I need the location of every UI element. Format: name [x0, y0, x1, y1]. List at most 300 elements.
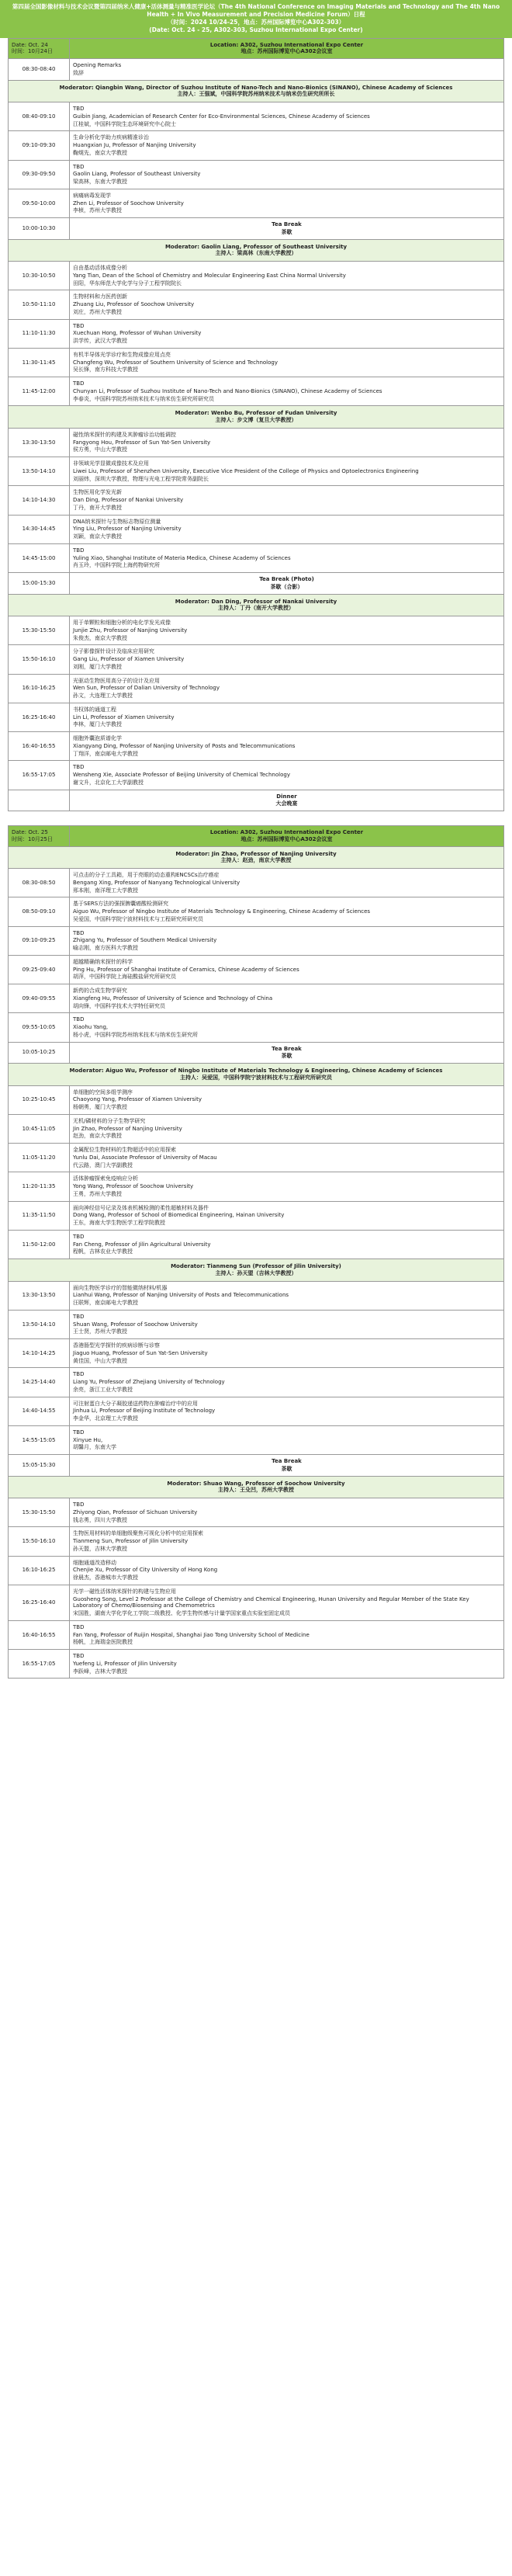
- session-time: 10:25-10:45: [9, 1085, 70, 1114]
- session-row: [9, 131, 504, 160]
- detail-line: 杨小虎，中国科学院苏州纳米技术与纳米仿生研究所: [73, 1031, 198, 1038]
- session-time: 16:10-16:25: [9, 1556, 70, 1585]
- detail-line: 细胞外囊泡质谱化学: [73, 735, 122, 741]
- session-time: 14:10-14:25: [9, 1339, 70, 1368]
- detail-line: 谢文升，北京化工大学副教授: [73, 779, 144, 786]
- detail-line: Zhiyong Qian, Professor of Sichuan University: [73, 1508, 198, 1515]
- session-time: 16:25-16:40: [9, 703, 70, 731]
- moderator-cn: 主持人：赵劲，南京大学教授: [220, 857, 292, 864]
- detail-line: 吴爱国，中国科学院宁波材料技术与工程研究所研究员: [73, 915, 203, 922]
- session-row: [9, 645, 504, 674]
- detail-line: 赵劲，南京大学教授: [73, 1133, 122, 1140]
- session-time: 13:30-13:50: [9, 1281, 70, 1310]
- break-row: [9, 218, 504, 240]
- detail-line: 茶歇: [281, 1465, 292, 1472]
- session-details: [70, 131, 504, 160]
- session-details: [70, 1230, 504, 1258]
- session-row: [9, 1085, 504, 1114]
- detail-line: Zhen Li, Professor of Soochow University: [73, 200, 184, 207]
- moderator-cell: [9, 406, 504, 429]
- session-row: [9, 1527, 504, 1556]
- moderator-en: Moderator: Shuao Wang, Professor of Soochow University: [167, 1480, 345, 1487]
- session-row: [9, 348, 504, 377]
- detail-line: 刘刚，厦门大学教授: [73, 663, 122, 670]
- detail-line: TBD: [73, 1653, 85, 1659]
- detail-line: 汪联辉，南京邮电大学教授: [73, 1300, 138, 1306]
- session-time: 16:25-16:40: [9, 1585, 70, 1620]
- moderator-cell: [9, 239, 504, 262]
- session-details: [70, 1585, 504, 1620]
- session-time: 10:50-11:10: [9, 290, 70, 319]
- detail-line: Tea Break: [272, 221, 302, 227]
- session-details: [70, 1013, 504, 1042]
- detail-line: Dong Wang, Professor of School of Biomedical Engineering, Hainan University: [73, 1212, 285, 1219]
- detail-line: 孙天盟，吉林大学教授: [73, 1545, 127, 1552]
- detail-line: Chaoyong Yang, Professor of Xiamen University: [73, 1096, 202, 1103]
- session-details: [70, 1114, 504, 1143]
- detail-line: TBD: [73, 1016, 85, 1023]
- session-time: 10:30-10:50: [9, 262, 70, 290]
- detail-line: Lianhui Wang, Professor of Nanjing University of Posts and Telecommunications: [73, 1292, 289, 1299]
- session-row: [9, 543, 504, 572]
- session-details: [70, 59, 504, 81]
- session-time: 08:30-08:40: [9, 59, 70, 81]
- detail-line: Ying Liu, Professor of Nanjing University: [73, 526, 182, 533]
- session-time: 16:40-16:55: [9, 732, 70, 761]
- session-row: [9, 616, 504, 645]
- session-time: 10:45-11:05: [9, 1114, 70, 1143]
- session-time: 14:55-15:05: [9, 1425, 70, 1454]
- detail-line: Yuefeng Li, Professor of Jilin University: [73, 1660, 177, 1667]
- session-row: [9, 869, 504, 897]
- session-time: 09:10-09:30: [9, 131, 70, 160]
- location-cn: 地点：苏州国际博览中心A302会议室: [240, 48, 333, 55]
- detail-line: TBD: [73, 1371, 85, 1378]
- moderator-cn: 主持人：王强斌，中国科学院苏州纳米技术与纳米仿生研究所所长: [177, 91, 335, 98]
- detail-line: 李桢，苏州大学教授: [73, 207, 122, 214]
- detail-line: 黄佳国，中山大学教授: [73, 1357, 127, 1364]
- session-row: [9, 761, 504, 790]
- session-row: [9, 515, 504, 543]
- detail-line: TBD: [73, 764, 85, 771]
- detail-line: 杨帆，上海瑞金医院教授: [73, 1639, 133, 1646]
- session-row: [9, 703, 504, 731]
- day-location: [70, 826, 504, 847]
- moderator-en: Moderator: Wenbo Bu, Professor of Fudan University: [175, 410, 337, 417]
- session-time: [9, 790, 70, 811]
- location-en: Location: A302, Suzhou International Expo Center: [209, 829, 364, 835]
- detail-line: 细胞通道改造移动: [73, 1559, 116, 1566]
- session-time: 14:40-14:55: [9, 1397, 70, 1425]
- detail-line: 吴长锋，南方科技大学教授: [73, 366, 138, 373]
- session-time: 14:45-15:00: [9, 543, 70, 572]
- detail-line: 茶歇: [281, 228, 292, 235]
- detail-line: 大会晚宴: [275, 800, 298, 807]
- moderator-cell: [9, 594, 504, 616]
- moderator-cell: [9, 1476, 504, 1498]
- moderator-en: Moderator: Aiguo Wu, Professor of Ningbo Institute of Materials Technology & Engineering, Chinese Academy of Sciences: [69, 1068, 443, 1074]
- session-time: 16:10-16:25: [9, 674, 70, 703]
- detail-line: Fan Yang, Professor of Ruijin Hospital, Shanghai Jiao Tong University School of Medicine: [73, 1631, 310, 1638]
- detail-line: DNA纳米探针与生物标志物原位测量: [73, 518, 161, 525]
- detail-line: 江桂斌，中国科学院生态环境研究中心院士: [73, 120, 176, 127]
- detail-line: TBD: [73, 1233, 85, 1240]
- detail-line: 王东，海南大学生物医学工程学院教授: [73, 1220, 165, 1226]
- detail-line: Tea Break (Photo): [259, 576, 314, 582]
- detail-line: Yong Wang, Professor of Soochow University: [73, 1183, 194, 1189]
- detail-line: Gang Liu, Professor of Xiamen University: [73, 656, 185, 662]
- session-details: [70, 457, 504, 486]
- detail-line: 刘丽炜，深圳大学教授，物理与光电工程学院常务副院长: [73, 475, 209, 482]
- detail-line: 肖玉玲，中国科学院上海药物研究所: [73, 562, 160, 569]
- break-row: [9, 790, 504, 811]
- detail-line: 刘庄，苏州大学教授: [73, 308, 122, 315]
- session-time: 11:50-12:00: [9, 1230, 70, 1258]
- detail-line: 洪学传，武汉大学教授: [73, 338, 127, 344]
- session-time: 08:30-08:50: [9, 869, 70, 897]
- moderator-cn: 主持人：吴爱国，中国科学院宁波材料技术与工程研究所研究员: [180, 1074, 332, 1081]
- session-details: [70, 1281, 504, 1310]
- detail-line: Junjie Zhu, Professor of Nanjing University: [73, 627, 188, 634]
- detail-line: TBD: [73, 547, 85, 554]
- detail-line: 面向神经信号记录及体表机械检测的柔性超敏材料及器件: [73, 1204, 209, 1211]
- detail-line: 书权体的通道工程: [73, 706, 116, 713]
- detail-line: Fan Cheng, Professor of Jilin Agricultural University: [73, 1241, 211, 1248]
- session-details: [70, 926, 504, 955]
- detail-line: 杨朝勇，厦门大学教授: [73, 1104, 127, 1110]
- detail-line: Aiguo Wu, Professor of Ningbo Institute of Materials Technology & Engineering, Chinese Academy of Sciences: [73, 908, 371, 915]
- session-details: [70, 102, 504, 131]
- session-details: [70, 290, 504, 319]
- detail-line: Xuechuan Hong, Professor of Wuhan University: [73, 330, 202, 337]
- break-row: [9, 1042, 504, 1064]
- detail-line: 代云路，澳门大学副教授: [73, 1161, 133, 1168]
- session-details: [70, 428, 504, 457]
- detail-line: 喻志刚，南方医科大学教授: [73, 945, 138, 951]
- page-title: [0, 0, 512, 38]
- session-details: [70, 1201, 504, 1230]
- detail-line: Fangyong Hou, Professor of Sun Yat-Sen University: [73, 439, 211, 446]
- session-row: [9, 1201, 504, 1230]
- detail-line: Liwei Liu, Professor of Shenzhen University, Executive Vice President of the College of Physics and Optoelectronics Engineering: [73, 467, 419, 474]
- day-date: [9, 826, 70, 847]
- session-row: [9, 1397, 504, 1425]
- date-cn: 时间：10月25日: [12, 835, 53, 842]
- title-line-3: (Date: Oct. 24 - 25, A302-303, Suzhou International Expo Center): [149, 26, 363, 34]
- detail-line: 丁丹，南开大学教授: [73, 504, 122, 511]
- session-time: 08:40-09:10: [9, 102, 70, 131]
- detail-line: 非领域光学显微成像技术及应用: [73, 460, 149, 467]
- session-time: 09:55-10:05: [9, 1013, 70, 1042]
- session-row: [9, 1281, 504, 1310]
- session-row: [9, 1620, 504, 1649]
- moderator-cn: 主持人：丁丹（南开大学教授）: [218, 605, 294, 612]
- moderator-row: [9, 1476, 504, 1498]
- session-time: 16:55-17:05: [9, 761, 70, 790]
- detail-line: Yang Tian, Dean of the School of Chemistry and Molecular Engineering East China Normal University: [73, 272, 346, 279]
- detail-line: Jin Zhao, Professor of Nanjing University: [73, 1125, 182, 1132]
- detail-line: TBD: [73, 163, 85, 170]
- break-row: [9, 573, 504, 595]
- location-en: Location: A302, Suzhou International Expo Center: [209, 41, 364, 48]
- detail-line: TBD: [73, 1429, 85, 1436]
- session-time: 11:10-11:30: [9, 319, 70, 348]
- session-time: 14:30-14:45: [9, 515, 70, 543]
- break-label: [70, 790, 504, 811]
- session-time: 15:30-15:50: [9, 616, 70, 645]
- detail-line: Lin Li, Professor of Xiamen University: [73, 713, 175, 720]
- detail-line: 生命分析化学助力疾病精准诊治: [73, 134, 149, 141]
- session-time: 14:25-14:40: [9, 1368, 70, 1397]
- detail-line: TBD: [73, 929, 85, 936]
- session-time: 15:50-16:10: [9, 1527, 70, 1556]
- session-time: 09:50-10:00: [9, 189, 70, 217]
- moderator-cell: [9, 1064, 504, 1086]
- session-row: [9, 59, 504, 81]
- session-details: [70, 486, 504, 515]
- moderator-en: Moderator: Jin Zhao, Professor of Nanjing University: [175, 850, 337, 857]
- moderator-cn: 主持人：梁高林（东南大学教授）: [215, 250, 297, 257]
- session-time: 15:30-15:50: [9, 1498, 70, 1527]
- detail-line: 茶歇: [281, 1053, 292, 1060]
- day-header: [9, 38, 504, 59]
- session-row: [9, 1230, 504, 1258]
- detail-line: 茶歇（合影）: [270, 583, 303, 590]
- session-details: [70, 1556, 504, 1585]
- break-label: [70, 1455, 504, 1477]
- session-row: [9, 674, 504, 703]
- detail-line: 光驱动生物医用高分子的设计及应用: [73, 677, 160, 684]
- session-row: [9, 897, 504, 926]
- detail-line: Xiangfeng Hu, Professor of University of Science and Technology of China: [73, 995, 273, 1002]
- session-details: [70, 869, 504, 897]
- detail-line: Yunlu Dai, Associate Professor of University of Macau: [73, 1154, 217, 1161]
- session-row: [9, 955, 504, 984]
- detail-line: 基于SERS方法的强探脾囊癌酸检测研究: [73, 901, 169, 908]
- location-cn: 地点：苏州国际博览中心A302会议室: [240, 835, 333, 842]
- detail-line: 香港肠型光学探针的疾病诊断与诊察: [73, 1342, 160, 1349]
- session-details: [70, 1620, 504, 1649]
- detail-line: 生物医用化学发光新: [73, 489, 122, 496]
- session-row: [9, 486, 504, 515]
- detail-line: 孙文，大连理工大学教授: [73, 693, 133, 699]
- session-details: [70, 1368, 504, 1397]
- detail-line: TBD: [73, 1623, 85, 1630]
- session-details: [70, 897, 504, 926]
- session-details: [70, 645, 504, 674]
- session-row: [9, 377, 504, 406]
- moderator-row: [9, 846, 504, 869]
- detail-line: 单细胞的空间多组学测序: [73, 1088, 133, 1095]
- session-time: 15:00-15:30: [9, 573, 70, 595]
- date-en: Date: Oct. 24: [12, 41, 48, 48]
- moderator-cell: [9, 1259, 504, 1282]
- session-time: 08:50-09:10: [9, 897, 70, 926]
- detail-line: Chenjie Xu, Professor of City University of Hong Kong: [73, 1567, 218, 1574]
- session-row: [9, 732, 504, 761]
- day-schedule-table: [8, 825, 504, 1679]
- session-time: 09:30-09:50: [9, 160, 70, 189]
- session-row: [9, 102, 504, 131]
- detail-line: TBD: [73, 1502, 85, 1508]
- session-row: [9, 1498, 504, 1527]
- detail-line: 胡馨月，东南大学: [73, 1444, 116, 1451]
- detail-line: 新药的合成生物学研究: [73, 988, 127, 994]
- session-time: 16:40-16:55: [9, 1620, 70, 1649]
- detail-line: 丁翔洋，南京邮电大学教授: [73, 750, 138, 757]
- detail-line: 朱俊杰，南京大学教授: [73, 634, 127, 641]
- session-row: [9, 319, 504, 348]
- date-en: Date: Oct. 25: [12, 829, 48, 835]
- session-details: [70, 515, 504, 543]
- detail-line: TBD: [73, 380, 85, 387]
- detail-line: 致辞: [73, 69, 84, 76]
- detail-line: 梁高林，东南大学教授: [73, 179, 127, 185]
- session-row: [9, 1339, 504, 1368]
- detail-line: 金属配位生物材料的生物超活中的应用探索: [73, 1147, 176, 1153]
- detail-line: TBD: [73, 322, 85, 329]
- session-details: [70, 1172, 504, 1201]
- detail-line: 鞠熀先，南京大学教授: [73, 149, 127, 156]
- session-time: 13:50-14:10: [9, 457, 70, 486]
- session-details: [70, 1425, 504, 1454]
- detail-line: 可注射蛋白大分子凝胶递送药物在肿瘤治疗中的应用: [73, 1400, 198, 1407]
- session-time: 11:45-12:00: [9, 377, 70, 406]
- detail-line: 李春炎，中国科学院苏州纳米技术与纳米仿生研究所研究员: [73, 395, 214, 402]
- session-details: [70, 348, 504, 377]
- break-row: [9, 1455, 504, 1477]
- session-row: [9, 262, 504, 290]
- detail-line: 生物医用材料的单细胞级聚焦可视化分析中的应用探索: [73, 1530, 203, 1537]
- detail-line: Tianmeng Sun, Professor of Jilin University: [73, 1538, 189, 1544]
- detail-line: Tea Break: [272, 1045, 302, 1052]
- detail-line: Zhigang Yu, Professor of Southern Medical University: [73, 937, 217, 944]
- session-time: 09:25-09:40: [9, 955, 70, 984]
- detail-line: Tea Break: [272, 1458, 302, 1464]
- detail-line: 钱志勇，四川大学教授: [73, 1516, 127, 1523]
- session-row: [9, 290, 504, 319]
- session-details: [70, 1085, 504, 1114]
- detail-line: 活体肿瘤探索免疫响应分析: [73, 1175, 138, 1182]
- detail-line: TBD: [73, 1313, 85, 1320]
- date-cn: 时间：10月24日: [12, 48, 53, 55]
- detail-line: Bengang Xing, Professor of Nanyang Technological University: [73, 879, 240, 886]
- session-details: [70, 1339, 504, 1368]
- day-location: [70, 38, 504, 59]
- session-details: [70, 1650, 504, 1679]
- moderator-cell: [9, 80, 504, 102]
- day-separator: [0, 811, 512, 825]
- session-row: [9, 428, 504, 457]
- session-details: [70, 1310, 504, 1338]
- detail-line: Xinyue Hu,: [73, 1436, 103, 1443]
- detail-line: Guibin Jiang, Academician of Research Center for Eco-Environmental Sciences, Chinese Academy of Sciences: [73, 113, 370, 120]
- detail-line: Jiaguo Huang, Professor of Sun Yat-Sen University: [73, 1349, 208, 1356]
- detail-line: 可点击的分子工具箱，用于亮眼的动态重构ENCSCs治疗癌症: [73, 872, 220, 878]
- session-details: [70, 616, 504, 645]
- detail-line: 无机/磷材料的分子生物学研究: [73, 1117, 146, 1124]
- detail-line: Yuling Xiao, Shanghai Institute of Materia Medica, Chinese Academy of Sciences: [73, 554, 291, 561]
- detail-line: 磁性纳米探针的构建及其肿瘤诊治功能调控: [73, 431, 176, 438]
- session-row: [9, 1114, 504, 1143]
- moderator-cell: [9, 846, 504, 869]
- session-time: 16:55-17:05: [9, 1650, 70, 1679]
- session-details: [70, 1144, 504, 1172]
- detail-line: 李跃峰，吉林大学教授: [73, 1668, 127, 1675]
- session-time: 15:50-16:10: [9, 645, 70, 674]
- moderator-cn: 主持人：孙天盟（吉林大学教授）: [215, 1269, 297, 1276]
- detail-line: Opening Remarks: [73, 62, 122, 68]
- detail-line: Huangxian Ju, Professor of Nanjing University: [73, 142, 196, 148]
- detail-line: Liang Yu, Professor of Zhejiang University of Technology: [73, 1379, 225, 1385]
- moderator-en: Moderator: Tianmeng Sun (Professor of Jilin University): [171, 1263, 341, 1269]
- detail-line: 王勇，苏州大学教授: [73, 1190, 122, 1197]
- detail-line: Wensheng Xie, Associate Professor of Beijing University of Chemical Technology: [73, 772, 290, 778]
- session-details: [70, 984, 504, 1013]
- title-line-2: （时间：2024 10/24-25，地点：苏州国际博览中心A302-303）: [167, 19, 345, 26]
- detail-line: Chunyan Li, Professor of Suzhou Institute of Nano-Tech and Nano-Bionics (SINANO), Chinese Academy of Sciences: [73, 387, 382, 394]
- moderator-row: [9, 239, 504, 262]
- moderator-row: [9, 406, 504, 429]
- session-row: [9, 1650, 504, 1679]
- detail-line: 程帆，吉林农业大学教授: [73, 1248, 133, 1255]
- detail-line: 光学一磁性活体纳米探针的构建与生物应用: [73, 1588, 176, 1595]
- session-time: 11:35-11:50: [9, 1201, 70, 1230]
- session-details: [70, 674, 504, 703]
- session-row: [9, 1556, 504, 1585]
- detail-line: 超越精确纳米探针的科学: [73, 958, 133, 965]
- detail-line: 病痛病毒发现学: [73, 192, 111, 199]
- detail-line: Guosheng Song, Level 2 Professor at the College of Chemistry and Chemical Engineering, Hunan University and Regular Member of the State Key Laboratory of Chemo/Biosensing and Chemometrics: [73, 1595, 469, 1609]
- break-label: [70, 218, 504, 240]
- detail-line: Gaolin Liang, Professor of Southeast University: [73, 171, 201, 178]
- session-details: [70, 732, 504, 761]
- session-row: [9, 1144, 504, 1172]
- session-details: [70, 543, 504, 572]
- session-time: 14:10-14:30: [9, 486, 70, 515]
- session-details: [70, 1397, 504, 1425]
- break-label: [70, 573, 504, 595]
- session-details: [70, 1498, 504, 1527]
- schedule-container: [0, 38, 512, 1679]
- detail-line: Changfeng Wu, Professor of Southern University of Science and Technology: [73, 359, 278, 366]
- detail-line: 徐晨杰，香港城市大学教授: [73, 1574, 138, 1581]
- session-details: [70, 160, 504, 189]
- session-time: 13:50-14:10: [9, 1310, 70, 1338]
- session-details: [70, 955, 504, 984]
- day-schedule-table: [8, 38, 504, 812]
- session-time: 11:30-11:45: [9, 348, 70, 377]
- detail-line: 胡向锋，中国科学技术大学特任研究员: [73, 1002, 165, 1009]
- session-row: [9, 1585, 504, 1620]
- detail-line: Wen Sun, Professor of Dalian University of Technology: [73, 685, 220, 692]
- detail-line: 李林，厦门大学教授: [73, 721, 122, 728]
- detail-line: Ping Hu, Professor of Shanghai Institute of Ceramics, Chinese Academy of Sciences: [73, 966, 299, 973]
- session-row: [9, 1425, 504, 1454]
- session-details: [70, 703, 504, 731]
- detail-line: 田阳，华东师范大学化学与分子工程学院院长: [73, 279, 182, 286]
- moderator-en: Moderator: Gaolin Liang, Professor of Southeast University: [164, 243, 348, 250]
- title-line-1: 第四届全国影像材料与技术会议暨第四届纳米人健康+活体测量与精准医学论坛（The 4th National Conference on Imaging Materials and Technology and The 4th Nano Health + In Vivo Measurement and Precision Medicine Forum）日程: [12, 3, 500, 19]
- detail-line: 余亮，浙江工业大学教授: [73, 1386, 133, 1393]
- session-row: [9, 1310, 504, 1338]
- session-row: [9, 1013, 504, 1042]
- session-time: 11:05-11:20: [9, 1144, 70, 1172]
- session-details: [70, 377, 504, 406]
- session-details: [70, 761, 504, 790]
- session-time: 10:05-10:25: [9, 1042, 70, 1064]
- session-time: 13:30-13:50: [9, 428, 70, 457]
